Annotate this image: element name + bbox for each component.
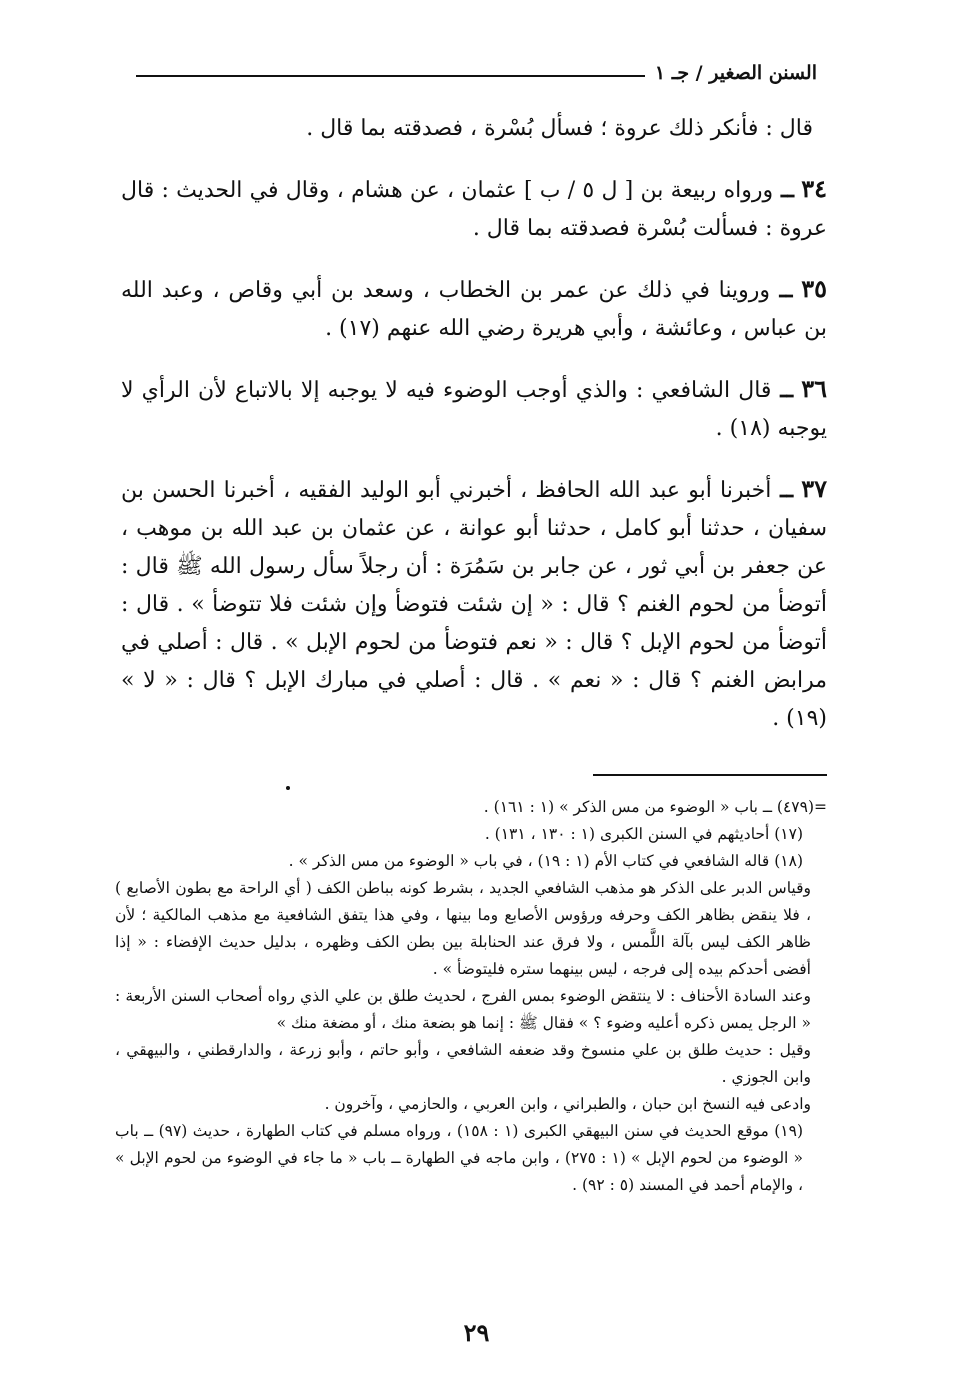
number-dash: ــ xyxy=(771,477,794,503)
paragraph-text: ورواه ربيعة بن [ ل ٥ / ب ] عثمان ، عن هشام ، وقال في الحديث : قال عروة : فسألت بُسْرة فصدقته بما قال . xyxy=(121,178,827,241)
footnote: وادعى فيه النسخ ابن حبان ، والطبراني ، وابن العربي ، والحازمي ، وآخرون . xyxy=(324,1095,811,1113)
paragraph xyxy=(121,470,827,738)
hadith-number: ٣٧ xyxy=(801,474,827,503)
ink-dot xyxy=(286,786,290,790)
footnotes xyxy=(115,794,827,1199)
footnote-separator xyxy=(593,774,827,776)
paragraph xyxy=(121,370,827,448)
paragraph xyxy=(121,170,827,248)
main-text xyxy=(121,110,827,760)
paragraph xyxy=(121,110,827,148)
paragraph-text: قال : فأنكر ذلك عروة ؛ فسأل بُسْرة ، فصدقته بما قال . xyxy=(306,116,813,141)
page-number: ٢٩ xyxy=(463,1318,490,1347)
header-title: السنن الصغير / جـ ١ xyxy=(654,62,817,84)
hadith-number: ٣٤ xyxy=(801,174,827,203)
header-rule xyxy=(136,75,645,77)
footnote: (١٨) قاله الشافعي في كتاب الأم (١ : ١٩) ، في باب « الوضوء من مس الذكر » . xyxy=(288,852,803,870)
footnote: وعند السادة الأحناف : لا ينتقض الوضوء بمس الفرج ، لحديث طلق بن علي الذي رواه أصحاب السنن الأربعة : « الرجل يمس ذكره أعليه وضوء ؟ » فقال ﷺ : إنما هو بضعة منك ، أو مضغة منك » xyxy=(115,987,811,1032)
footnote: =(٤٧٩) ــ باب « الوضوء من مس الذكر » (١ : ١٦١) . xyxy=(483,798,827,816)
paragraph-text: وروينا في ذلك عن عمر بن الخطاب ، وسعد بن أبي وقاص ، وعبد الله بن عباس ، وعائشة ، وأبي هريرة رضي الله عنهم (١٧) . xyxy=(121,278,827,341)
footnote: (١٧) أحاديثهم في السنن الكبرى (١ : ١٣٠ ، ١٣١) . xyxy=(484,825,803,843)
running-header xyxy=(136,58,817,88)
footnote: (١٩) موقع الحديث في سنن البيهقي الكبرى (١ : ١٥٨) ، ورواه مسلم في كتاب الطهارة ، حديث (٩٧) ــ باب « الوضوء من لحوم الإبل » (١ : ٢٧٥) ، وابن ماجه في الطهارة ــ باب « ما جاء في الوضوء من لحوم الإبل » ، والإمام أحمد في المسند (٥ : ٩٢) . xyxy=(115,1122,804,1194)
paragraph-text: أخبرنا أبو عبد الله الحافظ ، أخبرني أبو الوليد الفقيه ، أخبرنا الحسن بن سفيان ، حدثنا أبو كامل ، حدثنا أبو عوانة ، عن عثمان بن عبد الله بن موهب ، عن جعفر بن أبي ثور ، عن جابر بن سَمُرَة : أن رجلاً سأل رسول الله ﷺ قال : أتوضأ من لحوم الغنم ؟ قال : « إن شئت فتوضأ وإن شئت فلا تتوضأ » . قال : أتوضأ من لحوم الإبل ؟ قال : « نعم فتوضأ من لحوم الإبل » . قال : أصلي في مرابض الغنم ؟ قال : « نعم » . قال : أصلي في مبارك الإبل ؟ قال : « لا » (١٩) . xyxy=(121,478,827,731)
number-dash: ــ xyxy=(771,377,794,403)
footnote: وقيل : حديث طلق بن علي منسوخ وقد ضعفه الشافعي ، وأبو حاتم ، وأبو زرعة ، والدارقطني ، والبيهقي ، وابن الجوزي . xyxy=(115,1041,811,1086)
number-dash: ــ xyxy=(770,277,793,303)
footnote: وقياس الدبر على الذكر هو مذهب الشافعي الجديد ، بشرط كونه بباطن الكف ( أي الراحة مع بطون الأصابع ) ، فلا ينقض بظاهر الكف وحرفه ورؤوس الأصابع وما بينها ، وفي هذا يتفق الشافعية مع مذهب المالكية ؛ لأن ظاهر الكف ليس بآلة اللَّمس ، ولا فرق عند الحنابلة بين بطن الكف وظهره ، بدليل حديث الإفضاء : « إذا أفضى أحدكم بيده إلى فرجه ، ليس بينهما ستره فليتوضأ » . xyxy=(115,879,811,978)
hadith-number: ٣٥ xyxy=(801,274,827,303)
number-dash: ــ xyxy=(773,177,794,203)
paragraph xyxy=(121,270,827,348)
paragraph-text: قال الشافعي : والذي أوجب الوضوء فيه لا يوجبه إلا بالاتباع لأن الرأي لا يوجبه (١٨) . xyxy=(121,378,827,441)
hadith-number: ٣٦ xyxy=(801,374,827,403)
